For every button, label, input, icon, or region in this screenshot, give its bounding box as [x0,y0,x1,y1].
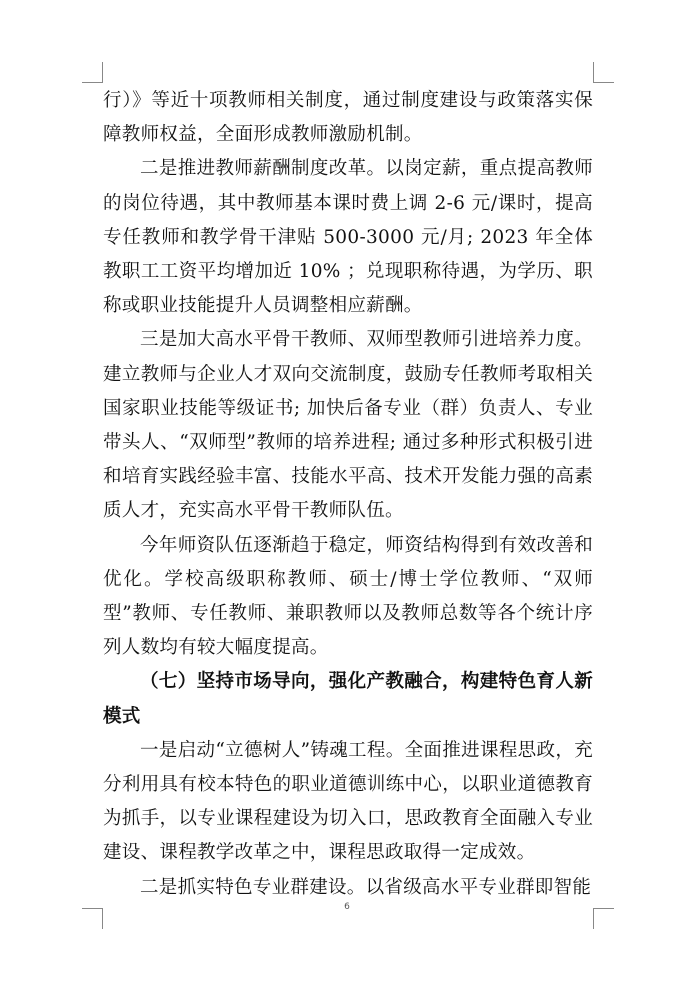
crop-mark-top-right [593,62,614,83]
document-body [103,84,593,905]
paragraph-continuation: 行）》等近十项教师相关制度，通过制度建设与政策落实保障教师权益，全面形成教师激励机制。 [103,90,593,146]
paragraph-specialty-group: 二是抓实特色专业群建设。以省级高水平专业群即智能 [140,876,592,898]
paragraph-staff-stability: 今年师资队伍逐渐趋于稳定，师资结构得到有效改善和优化。学校高级职称教师、硕士/博士学位教师、“双师型”教师、专任教师、兼职教师以及教师总数等各个统计序列人数均有较大幅度提高。 [103,534,593,659]
paragraph-teacher-recruitment: 三是加大高水平骨干教师、双师型教师引进培养力度。建立教师与企业人才双向交流制度，鼓励专任教师考取相关国家职业技能等级证书; 加快后备专业（群）负责人、专业带头人、“双师型”教师的培养进程; 通过多种形式积极引进和培育实践经验丰富、技能水平高、技术开发能力强的高素质人才，充实高水平骨干教师队伍。 [103,329,593,522]
paragraph-moral-education: 一是启动“立德树人”铸魂工程。全面推进课程思政，充分利用具有校本特色的职业道德训练中心，以职业道德教育为抓手，以专业课程建设为切入口，思政教育全面融入专业建设、课程教学改革之中，课程思政取得一定成效。 [103,739,593,864]
paragraph-salary-reform: 二是推进教师薪酬制度改革。以岗定薪，重点提高教师的岗位待遇，其中教师基本课时费上调 2-6 元/课时，提高专任教师和教学骨干津贴 500-3000 元/月; 2023 年全体教职工工资平均增加近 10% ；兑现职称待遇，为学历、职称或职业技能提升人员调整相应薪酬。 [103,158,593,317]
crop-mark-top-left [82,62,103,83]
page-number: 6 [344,902,350,912]
section-heading-7: （七）坚持市场导向，强化产教融合，构建特色育人新模式 [103,671,593,727]
